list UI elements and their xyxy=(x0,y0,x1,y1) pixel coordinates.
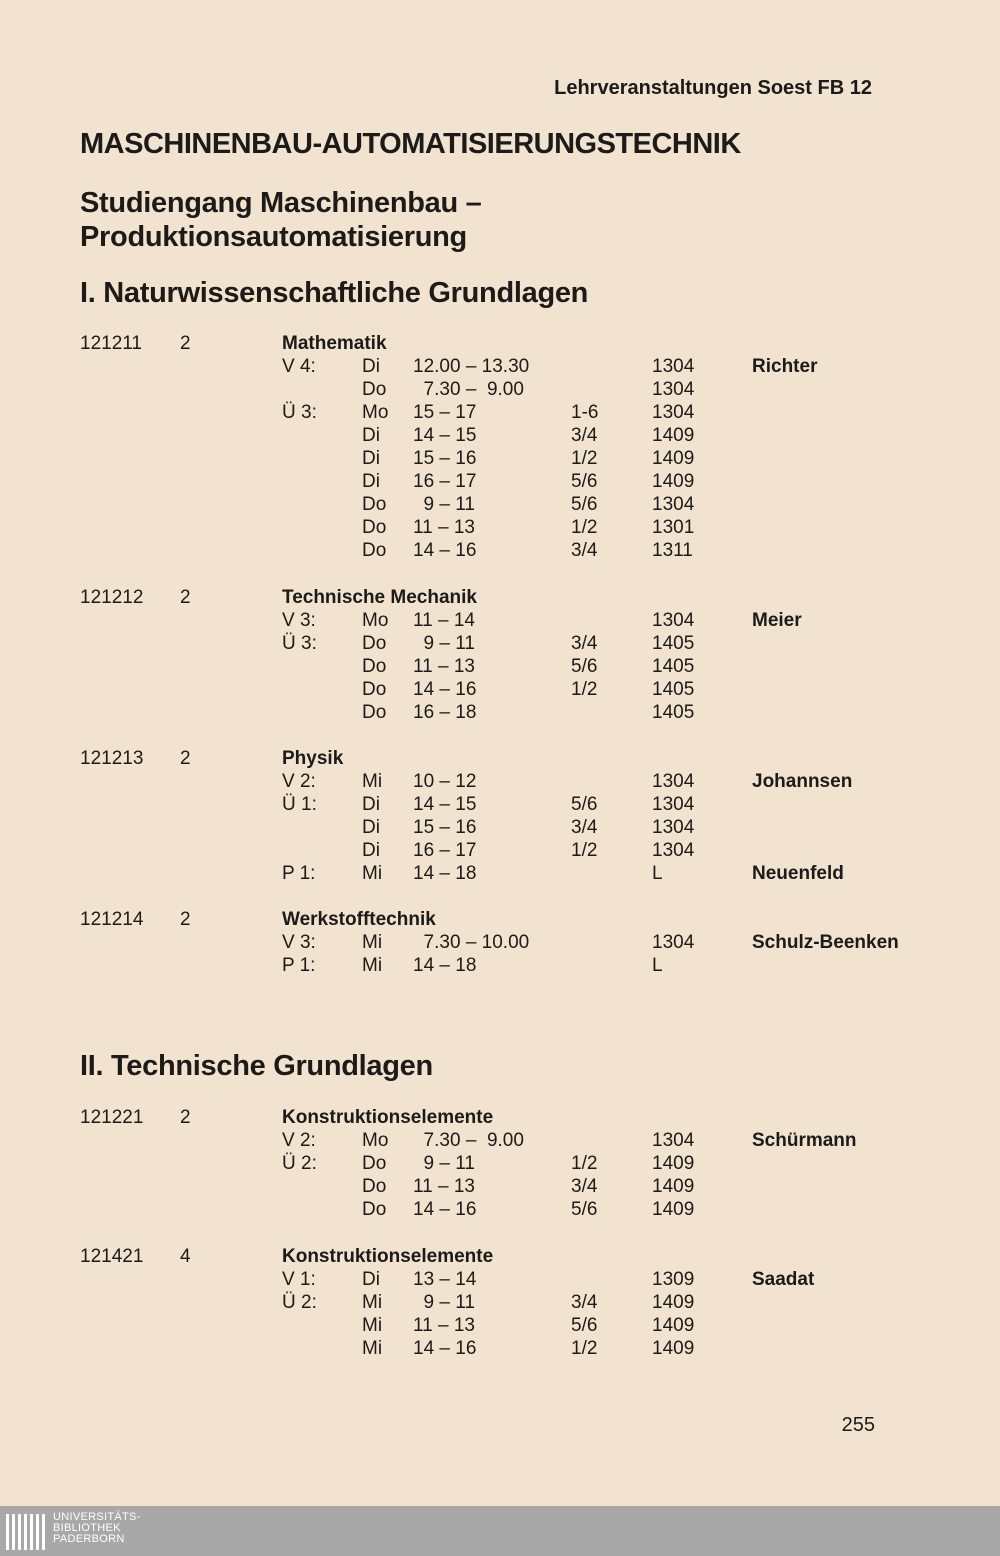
schedule-day: Do xyxy=(362,540,387,561)
schedule-time: 7.30 – 10.00 xyxy=(413,932,530,953)
course-code: 121214 xyxy=(80,909,144,930)
schedule-room: 1409 xyxy=(652,1338,695,1359)
schedule-group: 5/6 xyxy=(571,494,598,515)
course-title: Technische Mechanik xyxy=(282,587,477,608)
schedule-room: 1304 xyxy=(652,840,695,861)
schedule-row xyxy=(0,1315,1000,1338)
schedule-type: P 1: xyxy=(282,955,316,976)
schedule-day: Do xyxy=(362,517,387,538)
library-footer xyxy=(0,1506,1000,1556)
schedule-group: 3/4 xyxy=(571,540,598,561)
schedule-day: Mi xyxy=(362,1338,383,1359)
course-title: Konstruktionselemente xyxy=(282,1107,494,1128)
course-credits: 2 xyxy=(180,587,191,608)
schedule-row xyxy=(0,1199,1000,1222)
schedule-day: Di xyxy=(362,425,380,446)
schedule-time: 11 – 14 xyxy=(413,610,475,631)
schedule-time: 10 – 12 xyxy=(413,771,477,792)
schedule-room: 1409 xyxy=(652,425,695,446)
library-logo-icon xyxy=(4,1510,48,1554)
library-name-line: BIBLIOTHEK xyxy=(53,1522,121,1534)
schedule-room: 1309 xyxy=(652,1269,695,1290)
schedule-type: V 2: xyxy=(282,771,316,792)
schedule-day: Mo xyxy=(362,402,389,423)
schedule-room: 1304 xyxy=(652,494,695,515)
schedule-row xyxy=(0,1292,1000,1315)
schedule-time: 11 – 13 xyxy=(413,517,475,538)
schedule-day: Mi xyxy=(362,863,383,884)
schedule-room: 1301 xyxy=(652,517,695,538)
schedule-row xyxy=(0,771,1000,794)
schedule-time: 14 – 16 xyxy=(413,1199,477,1220)
schedule-row xyxy=(0,471,1000,494)
schedule-group: 1/2 xyxy=(571,1153,598,1174)
schedule-lecturer: Saadat xyxy=(752,1269,815,1290)
schedule-lecturer: Meier xyxy=(752,610,802,631)
schedule-time: 11 – 13 xyxy=(413,1176,475,1197)
schedule-type: V 3: xyxy=(282,610,316,631)
course-code: 121421 xyxy=(80,1246,144,1267)
schedule-row xyxy=(0,517,1000,540)
page-title: MASCHINENBAU-AUTOMATISIERUNGSTECHNIK xyxy=(80,128,741,160)
schedule-day: Mo xyxy=(362,1130,389,1151)
schedule-group: 1/2 xyxy=(571,1338,598,1359)
schedule-row xyxy=(0,679,1000,702)
schedule-row xyxy=(0,656,1000,679)
schedule-row xyxy=(0,1176,1000,1199)
schedule-time: 15 – 16 xyxy=(413,448,477,469)
schedule-room: 1405 xyxy=(652,702,695,723)
schedule-group: 5/6 xyxy=(571,1199,598,1220)
schedule-time: 15 – 17 xyxy=(413,402,477,423)
schedule-type: Ü 3: xyxy=(282,633,317,654)
schedule-room: L xyxy=(652,955,663,976)
library-name xyxy=(53,1512,141,1545)
schedule-room: 1304 xyxy=(652,1130,695,1151)
schedule-time: 7.30 – 9.00 xyxy=(413,379,524,400)
schedule-day: Mi xyxy=(362,1315,383,1336)
schedule-room: 1304 xyxy=(652,402,695,423)
course-code: 121211 xyxy=(80,333,142,354)
schedule-room: 1304 xyxy=(652,356,695,377)
schedule-time: 9 – 11 xyxy=(413,633,475,654)
schedule-type: Ü 2: xyxy=(282,1292,317,1313)
schedule-row xyxy=(0,356,1000,379)
schedule-day: Do xyxy=(362,1176,387,1197)
schedule-time: 7.30 – 9.00 xyxy=(413,1130,524,1151)
schedule-row xyxy=(0,494,1000,517)
course-code: 121213 xyxy=(80,748,144,769)
schedule-room: 1405 xyxy=(652,633,695,654)
schedule-type: V 1: xyxy=(282,1269,316,1290)
schedule-room: 1304 xyxy=(652,932,695,953)
schedule-room: 1409 xyxy=(652,1176,695,1197)
schedule-time: 12.00 – 13.30 xyxy=(413,356,530,377)
schedule-row xyxy=(0,840,1000,863)
schedule-time: 16 – 17 xyxy=(413,471,477,492)
schedule-group: 5/6 xyxy=(571,471,598,492)
schedule-day: Do xyxy=(362,656,387,677)
schedule-room: 1311 xyxy=(652,540,693,561)
schedule-group: 5/6 xyxy=(571,656,598,677)
schedule-room: 1409 xyxy=(652,448,695,469)
subtitle-line: Studiengang Maschinenbau – xyxy=(80,187,482,219)
schedule-row xyxy=(0,540,1000,563)
schedule-day: Di xyxy=(362,840,380,861)
library-name-line: PADERBORN xyxy=(53,1533,125,1545)
schedule-type: P 1: xyxy=(282,863,316,884)
schedule-group: 3/4 xyxy=(571,633,598,654)
schedule-row xyxy=(0,1269,1000,1292)
schedule-row xyxy=(0,817,1000,840)
schedule-row xyxy=(0,633,1000,656)
schedule-room: 1409 xyxy=(652,1153,695,1174)
schedule-type: V 4: xyxy=(282,356,316,377)
schedule-time: 11 – 13 xyxy=(413,656,475,677)
schedule-row xyxy=(0,794,1000,817)
schedule-day: Do xyxy=(362,679,387,700)
schedule-group: 1-6 xyxy=(571,402,599,423)
schedule-group: 5/6 xyxy=(571,1315,598,1336)
schedule-day: Di xyxy=(362,1269,380,1290)
schedule-day: Do xyxy=(362,1153,387,1174)
course-credits: 4 xyxy=(180,1246,191,1267)
schedule-group: 1/2 xyxy=(571,517,598,538)
schedule-row xyxy=(0,425,1000,448)
course-title: Physik xyxy=(282,748,344,769)
course-credits: 2 xyxy=(180,1107,191,1128)
library-name-line: UNIVERSITÄTS- xyxy=(53,1511,141,1523)
schedule-time: 15 – 16 xyxy=(413,817,477,838)
schedule-row xyxy=(0,1153,1000,1176)
section-heading: I. Naturwissenschaftliche Grundlagen xyxy=(80,277,589,309)
schedule-time: 9 – 11 xyxy=(413,494,475,515)
schedule-type: Ü 1: xyxy=(282,794,317,815)
schedule-day: Do xyxy=(362,494,387,515)
schedule-time: 14 – 15 xyxy=(413,425,477,446)
course-title: Konstruktionselemente xyxy=(282,1246,494,1267)
schedule-room: 1405 xyxy=(652,679,695,700)
program-subtitle xyxy=(80,186,481,254)
schedule-day: Do xyxy=(362,379,387,400)
schedule-group: 1/2 xyxy=(571,679,598,700)
schedule-row xyxy=(0,379,1000,402)
schedule-row xyxy=(0,448,1000,471)
schedule-type: V 2: xyxy=(282,1130,316,1151)
schedule-room: 1304 xyxy=(652,610,695,631)
schedule-row xyxy=(0,610,1000,633)
running-header: Lehrveranstaltungen Soest FB 12 xyxy=(554,77,872,99)
schedule-group: 3/4 xyxy=(571,1292,598,1313)
schedule-time: 9 – 11 xyxy=(413,1153,475,1174)
course-code: 121212 xyxy=(80,587,144,608)
schedule-group: 1/2 xyxy=(571,840,598,861)
schedule-room: 1409 xyxy=(652,1292,695,1313)
schedule-day: Mo xyxy=(362,610,389,631)
schedule-row xyxy=(0,702,1000,725)
schedule-type: Ü 2: xyxy=(282,1153,317,1174)
schedule-day: Do xyxy=(362,702,387,723)
schedule-group: 5/6 xyxy=(571,794,598,815)
page-number: 255 xyxy=(841,1414,875,1436)
schedule-room: 1304 xyxy=(652,817,695,838)
schedule-lecturer: Richter xyxy=(752,356,818,377)
schedule-day: Do xyxy=(362,633,387,654)
schedule-day: Mi xyxy=(362,955,383,976)
schedule-time: 13 – 14 xyxy=(413,1269,477,1290)
course-credits: 2 xyxy=(180,909,191,930)
schedule-group: 3/4 xyxy=(571,1176,598,1197)
schedule-room: 1405 xyxy=(652,656,695,677)
schedule-lecturer: Neuenfeld xyxy=(752,863,844,884)
schedule-time: 14 – 18 xyxy=(413,955,477,976)
schedule-room: 1409 xyxy=(652,471,695,492)
schedule-day: Mi xyxy=(362,1292,383,1313)
schedule-time: 14 – 15 xyxy=(413,794,477,815)
schedule-row xyxy=(0,1338,1000,1361)
schedule-group: 1/2 xyxy=(571,448,598,469)
schedule-row xyxy=(0,932,1000,955)
schedule-room: L xyxy=(652,863,663,884)
schedule-time: 14 – 16 xyxy=(413,679,477,700)
schedule-time: 16 – 18 xyxy=(413,702,477,723)
section-heading: II. Technische Grundlagen xyxy=(80,1050,433,1082)
schedule-day: Do xyxy=(362,1199,387,1220)
course-credits: 2 xyxy=(180,748,191,769)
schedule-row xyxy=(0,1130,1000,1153)
schedule-day: Di xyxy=(362,448,380,469)
course-title: Mathematik xyxy=(282,333,387,354)
schedule-time: 9 – 11 xyxy=(413,1292,475,1313)
schedule-row xyxy=(0,955,1000,978)
schedule-room: 1304 xyxy=(652,379,695,400)
schedule-day: Mi xyxy=(362,932,383,953)
course-code: 121221 xyxy=(80,1107,144,1128)
schedule-time: 16 – 17 xyxy=(413,840,477,861)
schedule-type: Ü 3: xyxy=(282,402,317,423)
schedule-group: 3/4 xyxy=(571,425,598,446)
schedule-day: Mi xyxy=(362,771,383,792)
schedule-room: 1409 xyxy=(652,1315,695,1336)
schedule-day: Di xyxy=(362,356,380,377)
schedule-time: 11 – 13 xyxy=(413,1315,475,1336)
schedule-lecturer: Schulz-Beenken xyxy=(752,932,899,953)
schedule-room: 1304 xyxy=(652,771,695,792)
subtitle-line: Produktionsautomatisierung xyxy=(80,221,467,253)
schedule-time: 14 – 18 xyxy=(413,863,477,884)
schedule-day: Di xyxy=(362,794,380,815)
schedule-type: V 3: xyxy=(282,932,316,953)
schedule-time: 14 – 16 xyxy=(413,540,477,561)
course-title: Werkstofftechnik xyxy=(282,909,436,930)
schedule-room: 1409 xyxy=(652,1199,695,1220)
course-credits: 2 xyxy=(180,333,191,354)
schedule-room: 1304 xyxy=(652,794,695,815)
schedule-group: 3/4 xyxy=(571,817,598,838)
schedule-day: Di xyxy=(362,471,380,492)
schedule-lecturer: Schürmann xyxy=(752,1130,857,1151)
schedule-row xyxy=(0,863,1000,886)
schedule-row xyxy=(0,402,1000,425)
schedule-day: Di xyxy=(362,817,380,838)
schedule-lecturer: Johannsen xyxy=(752,771,853,792)
schedule-time: 14 – 16 xyxy=(413,1338,477,1359)
